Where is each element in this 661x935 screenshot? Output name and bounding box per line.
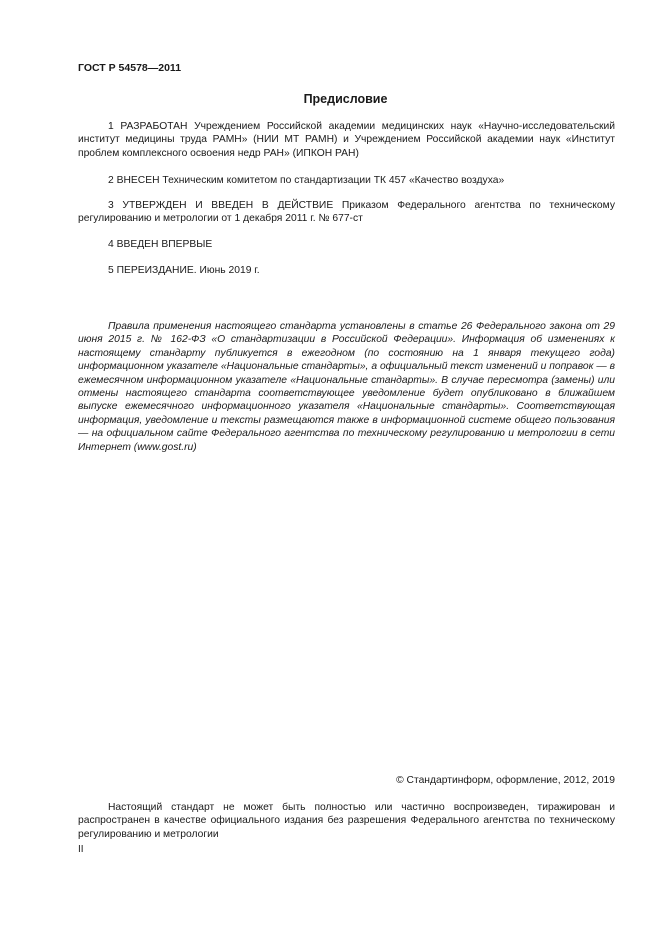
preface-item-reissue: 5 ПЕРЕИЗДАНИЕ. Июнь 2019 г. (108, 265, 260, 276)
application-rules-notice: Правила применения настоящего стандарта установлены в статье 26 Федерального закона от 29 июня 2015 г. № 162-ФЗ «О стандартизации в Российской Федерации». Информация об изменениях к настоящему стандарту публикуется в ежегодном (по состоянию на 1 января текущего года) информационном указателе «Национальные стандарты», а официальный текст изменений и поправок — в ежемесячном информационном указателе «Национальные стандарты». В случае пересмотра (замены) или отмены настоящего стандарта соответствующее уведомление будет опубликовано в ближайшем выпуске ежемесячного информационного указателя «Национальные стандарты». Соответствующая информация, уведомление и тексты размещаются также в информационной системе общего пользования — на официальном сайте Федерального агентства по техническому регулированию и метрологии в сети Интернет (www.gost.ru) (78, 321, 615, 453)
preface-title: Предисловие (303, 92, 388, 106)
preface-item-first-introduced: 4 ВВЕДЕН ВПЕРВЫЕ (108, 239, 213, 250)
preface-item-developed: 1 РАЗРАБОТАН Учреждением Российской академии медицинских наук «Научно-исследовательский институт медицины труда РАМН» (НИИ МТ РАМН) и Учреждением Российской академии наук «Институт проблем комплексного освоения недр РАН» (ИПКОН РАН) (78, 121, 615, 159)
reproduction-notice: Настоящий стандарт не может быть полностью или частично воспроизведен, тиражирован и распространен в качестве официального издания без разрешения Федерального агентства по техническому регулированию и метрологии (78, 802, 615, 840)
page-number: II (78, 844, 84, 855)
document-code: ГОСТ Р 54578—2011 (78, 62, 182, 74)
copyright-line: © Стандартинформ, оформление, 2012, 2019 (396, 775, 615, 786)
preface-item-introduced: 2 ВНЕСЕН Техническим комитетом по стандартизации ТК 457 «Качество воздуха» (108, 175, 505, 186)
preface-item-approved: 3 УТВЕРЖДЕН И ВВЕДЕН В ДЕЙСТВИЕ Приказом Федерального агентства по техническому регулированию и метрологии от 1 декабря 2011 г. № 677-ст (78, 200, 615, 225)
